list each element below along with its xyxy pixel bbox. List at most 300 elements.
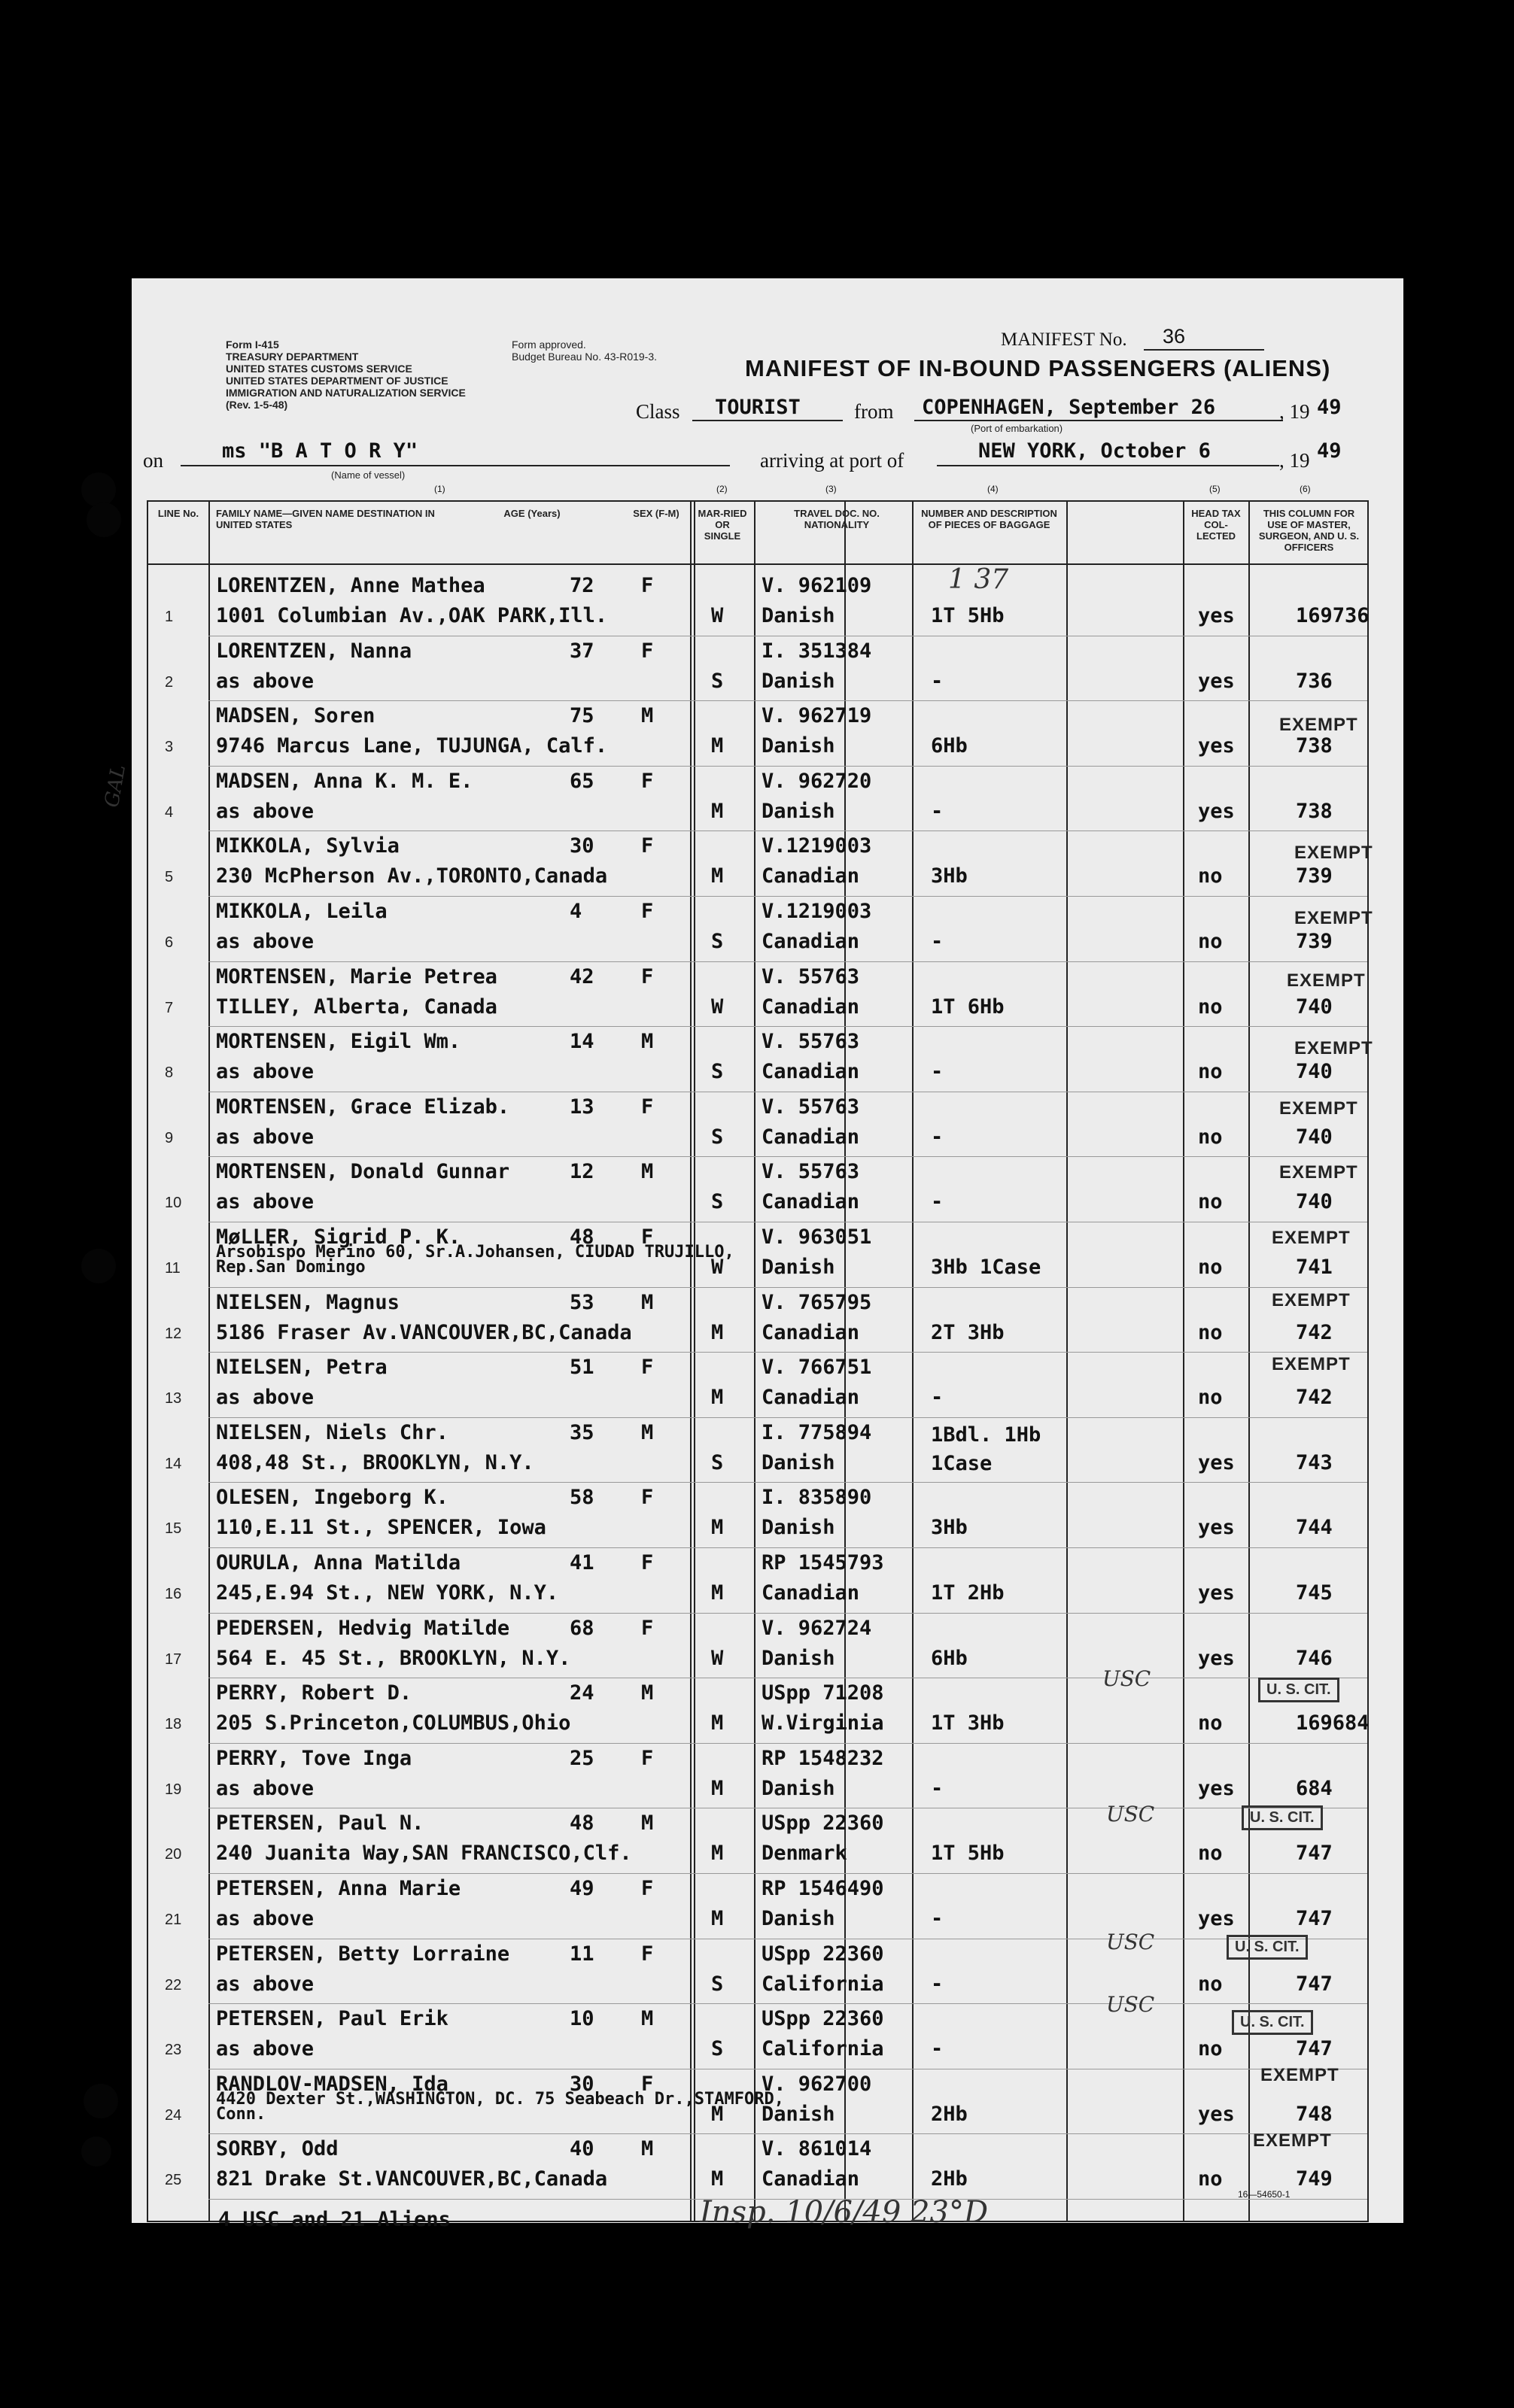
col-travel-doc: TRAVEL DOC. NO. NATIONALITY	[794, 508, 880, 530]
col-sex: SEX (F-M)	[633, 508, 679, 519]
form-code: 16—54650-1	[1238, 2189, 1291, 2200]
baggage: 1T 6Hb	[931, 994, 1005, 1019]
baggage: -	[931, 799, 944, 823]
nationality: Danish	[762, 734, 835, 758]
marital-status: M	[711, 1516, 724, 1540]
officer-column: 747	[1296, 1972, 1333, 1996]
table-row	[148, 1874, 1367, 1939]
officer-column: 740	[1296, 1125, 1333, 1149]
table-row	[148, 2134, 1367, 2200]
nationality: Canadian	[762, 994, 860, 1019]
line-number: 9	[165, 1129, 174, 1146]
passenger-name: PETERSEN, Paul N.	[216, 1811, 424, 1836]
baggage: -	[931, 1907, 944, 1930]
head-tax: no	[1198, 994, 1223, 1019]
sex: F	[641, 769, 654, 793]
passenger-name: MIKKOLA, Sylvia	[216, 834, 400, 858]
age: 25	[570, 1746, 594, 1770]
dept-name-2: UNITED STATES DEPARTMENT OF JUSTICE	[226, 375, 448, 387]
baggage: -	[931, 1776, 944, 1800]
age: 51	[570, 1356, 594, 1380]
form-block	[226, 339, 466, 411]
table-row	[148, 1808, 1367, 1874]
col-name: FAMILY NAME—GIVEN NAME DESTINATION IN UNITED STATES	[216, 508, 435, 530]
travel-doc-number: V. 55763	[762, 1095, 860, 1119]
age: 72	[570, 574, 594, 597]
passenger-name: MORTENSEN, Eigil Wm.	[216, 1030, 461, 1054]
marital-status: S	[711, 669, 724, 693]
vessel-underline	[181, 465, 730, 466]
officer-column: 740	[1296, 1060, 1333, 1084]
marital-status: M	[711, 1842, 724, 1866]
sex: M	[641, 1420, 654, 1444]
line-number: 17	[165, 1650, 182, 1668]
marital-status: W	[711, 604, 724, 627]
marital-status: M	[711, 1776, 724, 1800]
baggage: 2Hb	[931, 2167, 968, 2191]
sex: F	[641, 1877, 654, 1900]
marital-status: M	[711, 1581, 724, 1605]
destination: as above	[216, 669, 315, 693]
age: 10	[570, 2007, 594, 2031]
embark-caption: (Port of embarkation)	[971, 423, 1063, 434]
form-revision: (Rev. 1-5-48)	[226, 399, 288, 411]
passenger-name: LORENTZEN, Anne Mathea	[216, 574, 485, 597]
nationality: Canadian	[762, 1320, 860, 1344]
travel-doc-number: V. 962720	[762, 769, 872, 793]
officer-column: 746	[1296, 1646, 1333, 1670]
arr-year: 49	[1317, 439, 1342, 463]
punch-hole	[87, 503, 121, 537]
line-number: 19	[165, 1781, 182, 1798]
marital-status: M	[711, 1711, 724, 1735]
travel-doc-number: RP 1545793	[762, 1551, 884, 1574]
officer-column: 745	[1296, 1581, 1333, 1605]
table-row	[148, 1092, 1367, 1158]
baggage: 3Hb	[931, 1516, 968, 1540]
embark-underline	[914, 420, 1283, 421]
usc-handwritten: USC	[1106, 1992, 1155, 2017]
sex: F	[641, 1095, 654, 1119]
baggage: 1T 2Hb	[931, 1581, 1005, 1605]
col-officers: THIS COLUMN FOR USE OF MASTER, SURGEON, AND U. S. OFFICERS	[1258, 508, 1360, 553]
line-number: 11	[165, 1260, 181, 1277]
baggage-tally-handwritten: 1 37	[948, 564, 1009, 595]
passenger-table	[147, 484, 1370, 2222]
baggage: 2T 3Hb	[931, 1320, 1005, 1344]
age: 42	[570, 964, 594, 988]
officer-column: 684	[1296, 1776, 1333, 1800]
table-row	[148, 1222, 1367, 1288]
sex: F	[641, 574, 654, 597]
destination: Arsobispo Merino 60, Sr.A.Johansen, CIUDAD TRUJILLO, Rep.San Domingo	[216, 1243, 734, 1277]
from-year: 49	[1317, 396, 1342, 419]
baggage: -	[931, 1125, 944, 1149]
class-label: Class	[636, 400, 680, 423]
baggage: -	[931, 2037, 944, 2061]
manifest-underline	[1144, 349, 1264, 351]
destination: 5186 Fraser Av.VANCOUVER,BC,Canada	[216, 1320, 632, 1344]
marital-status: M	[711, 2102, 724, 2126]
age: 35	[570, 1420, 594, 1444]
dept-name: TREASURY DEPARTMENT	[226, 351, 359, 363]
travel-doc-number: V. 963051	[762, 1225, 872, 1249]
sex: F	[641, 1942, 654, 1966]
usc-handwritten: USC	[1106, 1930, 1155, 1954]
usc-handwritten: USC	[1106, 1802, 1155, 1826]
table-row	[148, 1157, 1367, 1222]
from-label: from	[854, 400, 894, 423]
marital-status: M	[711, 864, 724, 888]
officer-column: 742	[1296, 1386, 1333, 1410]
marital-status: W	[711, 1646, 724, 1670]
manifest-label: MANIFEST No.	[1001, 329, 1127, 350]
head-tax: no	[1198, 1386, 1223, 1410]
age: 75	[570, 704, 594, 728]
table-row	[148, 701, 1367, 767]
table-row	[148, 1353, 1367, 1418]
destination: 408,48 St., BROOKLYN, N.Y.	[216, 1450, 534, 1474]
sex: F	[641, 964, 654, 988]
head-tax: yes	[1198, 799, 1235, 823]
sex: M	[641, 2007, 654, 2031]
passenger-name: LORENTZEN, Nanna	[216, 639, 412, 663]
passenger-name: SORBY, Odd	[216, 2137, 339, 2161]
officer-column: 742	[1296, 1320, 1333, 1344]
passenger-name: PERRY, Robert D.	[216, 1681, 412, 1705]
table-row	[148, 1939, 1367, 2005]
vessel-caption: (Name of vessel)	[331, 469, 406, 481]
age: 14	[570, 1030, 594, 1054]
exempt-stamp: EXEMPT	[1253, 2130, 1332, 2151]
passenger-name: PERRY, Tove Inga	[216, 1746, 412, 1770]
age: 49	[570, 1877, 594, 1900]
header-rule	[148, 563, 1367, 565]
marital-status: M	[711, 734, 724, 758]
age: 37	[570, 639, 594, 663]
exempt-stamp: EXEMPT	[1272, 1228, 1351, 1248]
exempt-stamp: EXEMPT	[1279, 1098, 1358, 1119]
us-cit-stamp: U. S. CIT.	[1242, 1805, 1323, 1830]
officer-column: 743	[1296, 1450, 1333, 1474]
marital-status: S	[711, 1450, 724, 1474]
sex: F	[641, 1551, 654, 1574]
head-tax: yes	[1198, 1776, 1235, 1800]
line-number: 13	[165, 1390, 182, 1407]
destination: 110,E.11 St., SPENCER, Iowa	[216, 1516, 546, 1540]
baggage: -	[931, 669, 944, 693]
travel-doc-number: I. 835890	[762, 1486, 872, 1510]
age: 48	[570, 1225, 594, 1249]
col-married: MAR-RIED OR SINGLE	[698, 508, 747, 542]
head-tax: yes	[1198, 1907, 1235, 1930]
line-number: 2	[165, 673, 174, 691]
travel-doc-number: V. 861014	[762, 2137, 872, 2161]
baggage: 3Hb 1Case	[931, 1256, 1041, 1279]
passenger-name: OURULA, Anna Matilda	[216, 1551, 461, 1574]
nationality: Danish	[762, 1516, 835, 1540]
nationality: Danish	[762, 2102, 835, 2126]
destination: 1001 Columbian Av.,OAK PARK,Ill.	[216, 604, 608, 627]
exempt-stamp: EXEMPT	[1294, 1038, 1373, 1058]
approval-block	[512, 339, 657, 363]
exempt-stamp: EXEMPT	[1272, 1290, 1351, 1310]
officer-column: 740	[1296, 994, 1333, 1019]
passenger-name: MADSEN, Anna K. M. E.	[216, 769, 473, 793]
class-underline	[692, 420, 843, 421]
destination: 205 S.Princeton,COLUMBUS,Ohio	[216, 1711, 571, 1735]
passenger-name: MORTENSEN, Grace Elizab.	[216, 1095, 510, 1119]
nationality: W.Virginia	[762, 1711, 884, 1735]
destination: as above	[216, 1190, 315, 1214]
officer-column: 740	[1296, 1190, 1333, 1214]
officer-column: 748	[1296, 2102, 1333, 2126]
head-tax: yes	[1198, 604, 1235, 627]
sex: F	[641, 1225, 654, 1249]
head-tax: no	[1198, 1256, 1223, 1279]
sex: M	[641, 1290, 654, 1314]
head-tax: yes	[1198, 1646, 1235, 1670]
passenger-name: NIELSEN, Niels Chr.	[216, 1420, 448, 1444]
travel-doc-number: V. 55763	[762, 964, 860, 988]
table-row	[148, 1027, 1367, 1092]
passenger-name: PETERSEN, Anna Marie	[216, 1877, 461, 1900]
nationality: Danish	[762, 1256, 835, 1279]
marital-status: W	[711, 1256, 724, 1279]
destination: as above	[216, 1060, 315, 1084]
baggage: -	[931, 1386, 944, 1410]
table-row	[148, 1744, 1367, 1809]
inspection-handwritten: Insp. 10/6/49 23°D	[700, 2195, 989, 2230]
line-number: 7	[165, 999, 174, 1016]
margin-handwritten: GAL	[100, 763, 131, 809]
on-label: on	[143, 449, 163, 472]
table-row	[148, 636, 1367, 702]
col-num: (1)	[434, 484, 445, 494]
sex: M	[641, 2137, 654, 2161]
travel-doc-number: I. 775894	[762, 1420, 872, 1444]
travel-doc-number: V. 55763	[762, 1030, 860, 1054]
age: 13	[570, 1095, 594, 1119]
sex: M	[641, 1160, 654, 1184]
nationality: Canadian	[762, 930, 860, 953]
us-cit-stamp: U. S. CIT.	[1232, 2010, 1313, 2035]
line-number: 23	[165, 2042, 182, 2059]
usc-handwritten: USC	[1102, 1666, 1151, 1691]
nationality: Danish	[762, 1776, 835, 1800]
nationality: Canadian	[762, 1386, 860, 1410]
head-tax: no	[1198, 1060, 1223, 1084]
sex: F	[641, 2072, 654, 2096]
nationality: Danish	[762, 1450, 835, 1474]
destination: 230 McPherson Av.,TORONTO,Canada	[216, 864, 608, 888]
head-tax: no	[1198, 864, 1223, 888]
line-number: 20	[165, 1846, 182, 1863]
age: 48	[570, 1811, 594, 1836]
col-line: LINE No.	[157, 508, 199, 519]
col-head-tax: HEAD TAX COL-LECTED	[1191, 508, 1241, 542]
exempt-stamp: EXEMPT	[1272, 1354, 1351, 1374]
baggage: -	[931, 930, 944, 953]
officer-column: 744	[1296, 1516, 1333, 1540]
line-number: 8	[165, 1064, 174, 1082]
destination: 240 Juanita Way,SAN FRANCISCO,Clf.	[216, 1842, 632, 1866]
marital-status: M	[711, 1386, 724, 1410]
sex: M	[641, 1030, 654, 1054]
col-num: (6)	[1300, 484, 1311, 494]
head-tax: no	[1198, 1972, 1223, 1996]
head-tax: yes	[1198, 734, 1235, 758]
line-number: 15	[165, 1520, 182, 1538]
marital-status: S	[711, 2037, 724, 2061]
baggage: -	[931, 1190, 944, 1214]
destination: as above	[216, 1972, 315, 1996]
destination: as above	[216, 1386, 315, 1410]
sex: F	[641, 1746, 654, 1770]
officer-column: 741	[1296, 1256, 1333, 1279]
nationality: Danish	[762, 799, 835, 823]
age: 30	[570, 834, 594, 858]
arriving-label: arriving at port of	[760, 449, 904, 472]
col-baggage: NUMBER AND DESCRIPTION OF PIECES OF BAGGAGE	[921, 508, 1057, 530]
destination: as above	[216, 1776, 315, 1800]
passenger-name: NIELSEN, Magnus	[216, 1290, 400, 1314]
form-number: Form I-415	[226, 339, 279, 351]
sex: F	[641, 1356, 654, 1380]
baggage: -	[931, 1972, 944, 1996]
line-number: 16	[165, 1586, 182, 1602]
officer-column: 736	[1296, 669, 1333, 693]
marital-status: S	[711, 1125, 724, 1149]
col-num: (3)	[825, 484, 837, 494]
exempt-stamp: EXEMPT	[1279, 1162, 1358, 1183]
head-tax: no	[1198, 1190, 1223, 1214]
destination: 564 E. 45 St., BROOKLYN, N.Y.	[216, 1646, 571, 1670]
arr-year-prefix: , 19	[1279, 449, 1310, 472]
line-number: 18	[165, 1716, 182, 1733]
nationality: California	[762, 1972, 884, 1996]
age: 68	[570, 1616, 594, 1640]
head-tax: no	[1198, 1320, 1223, 1344]
travel-doc-number: V.1219003	[762, 900, 872, 923]
travel-doc-number: V. 962724	[762, 1616, 872, 1640]
line-number: 1	[165, 609, 174, 625]
vessel-name: ms "B A T O R Y"	[222, 439, 418, 463]
sex: F	[641, 1486, 654, 1510]
age: 4	[570, 900, 582, 923]
nationality: Danish	[762, 604, 835, 627]
table-row	[148, 2069, 1367, 2135]
line-number: 3	[165, 739, 174, 756]
travel-doc-number: RP 1546490	[762, 1877, 884, 1900]
destination: as above	[216, 799, 315, 823]
age: 24	[570, 1681, 594, 1705]
line-number: 25	[165, 2172, 182, 2189]
head-tax: no	[1198, 1842, 1223, 1866]
destination: as above	[216, 1907, 315, 1930]
travel-doc-number: V. 962700	[762, 2072, 872, 2096]
exempt-stamp: EXEMPT	[1287, 970, 1366, 991]
officer-column: 747	[1296, 1907, 1333, 1930]
class-value: TOURIST	[715, 396, 801, 419]
head-tax: yes	[1198, 1516, 1235, 1540]
destination: as above	[216, 2037, 315, 2061]
destination: 245,E.94 St., NEW YORK, N.Y.	[216, 1581, 559, 1605]
table-row	[148, 1483, 1367, 1548]
officer-column: 747	[1296, 2037, 1333, 2061]
sex: M	[641, 704, 654, 728]
budget-line: Budget Bureau No. 43-R019-3.	[512, 351, 658, 363]
line-number: 21	[165, 1912, 182, 1928]
exempt-stamp: EXEMPT	[1279, 715, 1358, 735]
travel-doc-number: RP 1548232	[762, 1746, 884, 1770]
footer-summary: 4 USC and 21 Aliens	[218, 2208, 451, 2231]
officer-column: 169736	[1296, 604, 1370, 627]
head-tax: yes	[1198, 1450, 1235, 1474]
line-number: 14	[165, 1455, 182, 1472]
table-row	[148, 1678, 1370, 1744]
exempt-stamp: EXEMPT	[1260, 2065, 1339, 2085]
passenger-name: RANDLOV-MADSEN, Ida	[216, 2072, 448, 2096]
travel-doc-number: V. 962109	[762, 574, 872, 597]
officer-column: 749	[1296, 2167, 1333, 2191]
table-row	[148, 962, 1367, 1028]
from-year-prefix: , 19	[1279, 400, 1310, 423]
arrival-port-value: NEW YORK, October 6	[978, 439, 1211, 463]
us-cit-stamp: U. S. CIT.	[1227, 1935, 1308, 1960]
line-number: 22	[165, 1976, 182, 1994]
officer-column: 738	[1296, 799, 1333, 823]
col-age: AGE (Years)	[503, 508, 561, 519]
sex: F	[641, 639, 654, 663]
travel-doc-number: USpp 22360	[762, 1811, 884, 1836]
table-row	[148, 831, 1367, 897]
punch-hole	[81, 1249, 116, 1283]
nationality: Danish	[762, 669, 835, 693]
officer-column: 739	[1296, 930, 1333, 953]
embark-port-value: COPENHAGEN, September 26	[922, 396, 1216, 419]
marital-status: S	[711, 1972, 724, 1996]
passenger-name: MORTENSEN, Donald Gunnar	[216, 1160, 510, 1184]
head-tax: no	[1198, 2037, 1223, 2061]
table-row	[148, 1288, 1367, 1353]
line-number: 6	[165, 934, 174, 951]
passenger-name: MøLLER, Sigrid P. K.	[216, 1225, 461, 1249]
table-row	[148, 571, 1370, 636]
punch-hole	[81, 2136, 111, 2167]
baggage: 1Bdl. 1Hb 1Case	[931, 1423, 1041, 1475]
dept-service-2: IMMIGRATION AND NATURALIZATION SERVICE	[226, 387, 466, 399]
destination: 4420 Dexter St.,WASHINGTON, DC. 75 Seabeach Dr.,STAMFORD, Conn.	[216, 2089, 784, 2124]
nationality: Canadian	[762, 2167, 860, 2191]
baggage: 2Hb	[931, 2102, 968, 2126]
age: 58	[570, 1486, 594, 1510]
passenger-name: NIELSEN, Petra	[216, 1356, 388, 1380]
marital-status: M	[711, 1320, 724, 1344]
marital-status: M	[711, 1907, 724, 1930]
nationality: Canadian	[762, 1190, 860, 1214]
line-number: 12	[165, 1325, 182, 1342]
officer-column: 738	[1296, 734, 1333, 758]
destination: 821 Drake St.VANCOUVER,BC,Canada	[216, 2167, 608, 2191]
travel-doc-number: USpp 22360	[762, 1942, 884, 1966]
destination: as above	[216, 930, 315, 953]
arrival-underline	[937, 465, 1279, 466]
punch-hole	[84, 2084, 118, 2118]
nationality: Canadian	[762, 1581, 860, 1605]
sex: M	[641, 1811, 654, 1836]
nationality: Danish	[762, 1907, 835, 1930]
